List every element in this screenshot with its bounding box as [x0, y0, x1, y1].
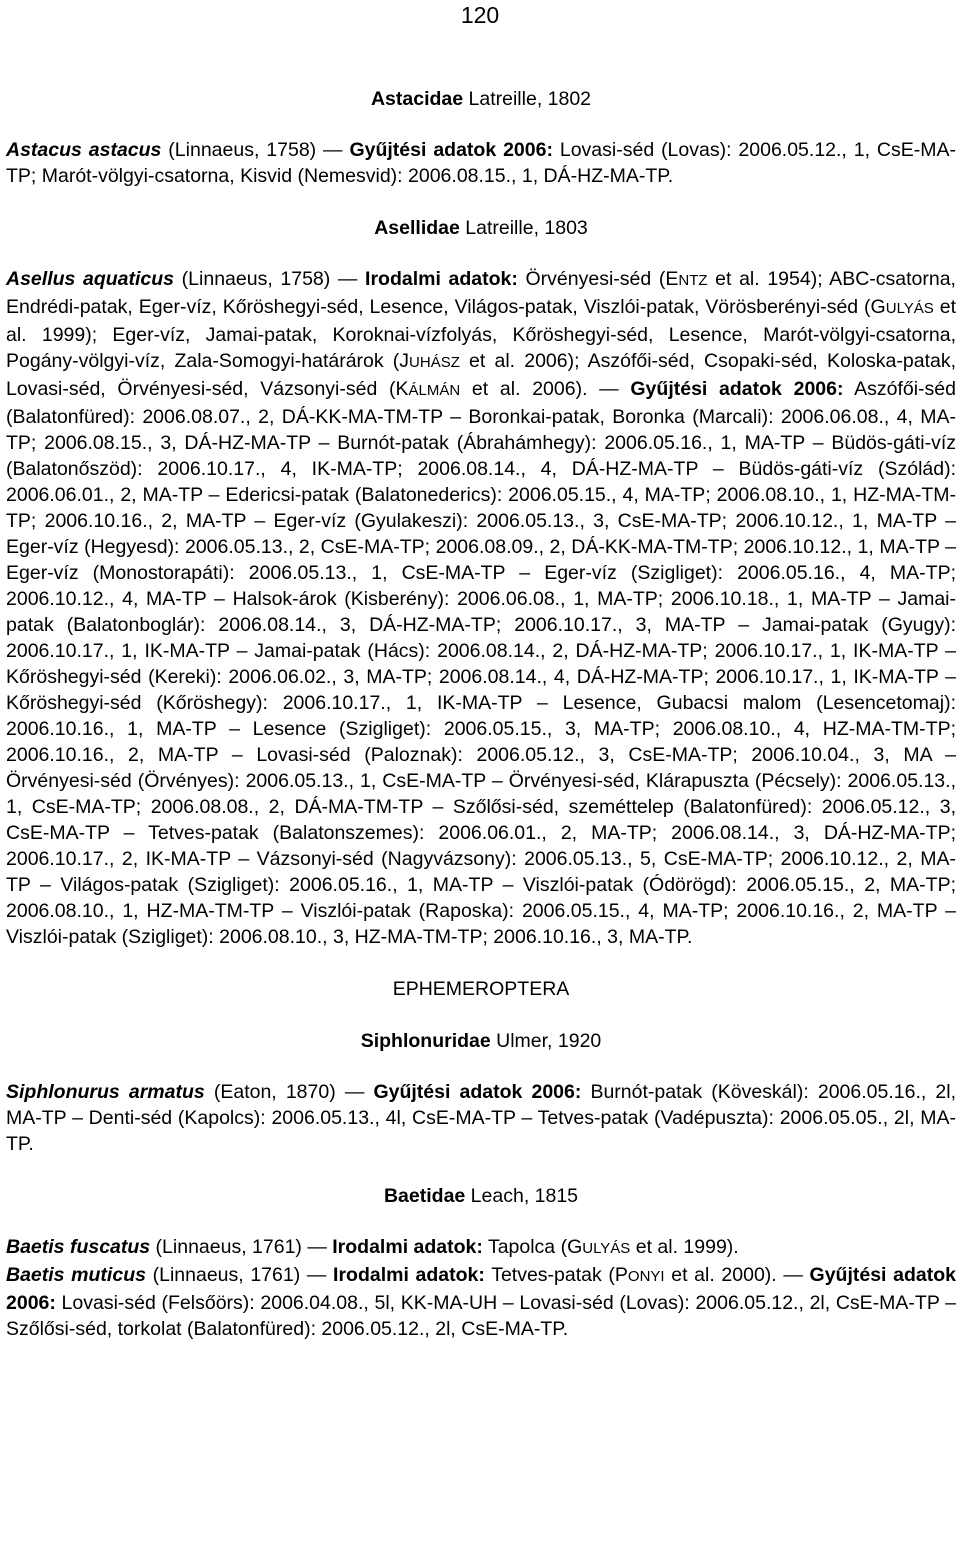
- literature-text: Tapolca (G: [482, 1236, 583, 1258]
- author-smallcaps: ÁLMÁN: [408, 382, 461, 399]
- species-entry-baetis-fuscatus: [6, 1234, 956, 1262]
- family-name: Asellidae: [374, 217, 460, 239]
- species-authority: (Linnaeus, 1758) —: [161, 139, 343, 161]
- literature-label: Irodalmi adatok:: [357, 268, 518, 290]
- family-name: Astacidae: [370, 88, 464, 110]
- collection-label: Gyűjtési adatok 2006:: [342, 139, 553, 161]
- family-heading-baetidae: [6, 1183, 956, 1209]
- collection-label: Gyűjtési adatok 2006:: [6, 1264, 956, 1314]
- species-entry-asellus-aquaticus: [6, 266, 956, 950]
- species-name: Siphlonurus armatus: [6, 1081, 205, 1103]
- collection-label: Gyűjtési adatok 2006:: [364, 1081, 582, 1103]
- family-heading-astacidae: [6, 86, 956, 112]
- species-name: Baetis fuscatus: [6, 1236, 151, 1258]
- literature-label: Irodalmi adatok:: [326, 1264, 485, 1286]
- document-body: [6, 86, 956, 1368]
- order-heading-ephemeroptera: EPHEMEROPTERA: [392, 978, 570, 1000]
- family-authority: Latreille, 1802: [463, 88, 592, 110]
- literature-text: et al. 2006); Aszófői-séd, Csopaki-séd, Koloska-patak, Lovasi-séd, Örvényesi-séd, Vázsonyi-séd (K: [6, 350, 956, 400]
- species-authority: (Linnaeus, 1758) —: [174, 268, 358, 290]
- species-name: Baetis muticus: [6, 1264, 146, 1286]
- literature-text: et al. 1954); ABC-csatorna, Endrédi-patak, Eger-víz, Kőröshegyi-séd, Lesence, Világos-patak, Viszlói-patak, Vörösberényi-séd (G: [6, 268, 956, 318]
- family-heading-siphlonuridae: [6, 1028, 956, 1054]
- literature-text: Tetves-patak (P: [484, 1264, 628, 1286]
- baetidae-species-list: [6, 1234, 956, 1342]
- family-authority: Latreille, 1803: [459, 217, 588, 239]
- family-authority: Ulmer, 1920: [490, 1030, 602, 1052]
- author-smallcaps: NTZ: [678, 272, 708, 289]
- species-authority: (Eaton, 1870) —: [204, 1081, 365, 1103]
- author-smallcaps: ULYÁS: [582, 1240, 631, 1257]
- author-smallcaps: ONYI: [627, 1268, 665, 1285]
- species-authority: (Linnaeus, 1761) —: [145, 1264, 327, 1286]
- literature-label: Irodalmi adatok:: [326, 1236, 483, 1258]
- family-name: Baetidae: [383, 1185, 466, 1207]
- species-authority: (Linnaeus, 1761) —: [150, 1236, 327, 1258]
- species-name: Astacus astacus: [6, 139, 162, 161]
- family-name: Siphlonuridae: [360, 1030, 491, 1052]
- page-number: 120: [460, 2, 500, 28]
- collection-label: Gyűjtési adatok 2006:: [618, 378, 844, 400]
- collection-text: Aszófői-séd (Balatonfüred): 2006.08.07., 2, DÁ-KK-MA-TM-TP – Boronkai-patak, Boronka (Marcali): 2006.06.08., 4, MA-TP; 2006.08.15., 3, DÁ-HZ-MA-TP – Burnót-patak (Ábrahámhegy): 2006.05.16., 1, MA-TP – Büdös-gáti-víz (Balatonőszöd): 2006.10.17., 4, IK-MA-TP; 2006.08.14., 4, DÁ-HZ-MA-TP – Büdös-gáti-víz (Szólád): 2006.06.01., 2, MA-TP – Edericsi-patak (Balatonederics): 2006.05.15., 4, MA-TP; 2006.08.10., 1, HZ-MA-TM-TP; 2006.10.16., 2, MA-TP – Eger-víz (Gyulakeszi): 2006.05.13., 3, CsE-MA-TP; 2006.10.12., 1, MA-TP – Eger-víz (Hegyesd): 2006.05.13., 2, CsE-MA-TP; 2006.08.09., 2, DÁ-KK-MA-TM-TP; 2006.10.12., 1, MA-TP – Eger-víz (Monostorapáti): 2006.05.13., 1, CsE-MA-TP – Eger-víz (Szigliget): 2006.05.16., 4, MA-TP; 2006.10.12., 4, MA-TP – Halsok-árok (Kisberény): 2006.06.08., 1, MA-TP; 2006.10.18., 1, MA-TP – Jamai-patak (Balatonboglár): 2006.08.14., 3, DÁ-HZ-MA-TP; 2006.10.17., 3, MA-TP – Jamai-patak (Gyugy): 2006.10.17., 1, IK-MA-TP – Jamai-patak (Hács): 2006.08.14., 2, DÁ-HZ-MA-TP; 2006.10.17., 1, IK-MA-TP – Kőröshegyi-séd (Kereki): 2006.06.02., 3, MA-TP; 2006.08.14., 4, DÁ-HZ-MA-TP; 2006.10.17., 1, IK-MA-TP – Kőröshegyi-séd (Kőröshegy): 2006.10.17., 1, IK-MA-TP – Lesence, Gubacsi malom (Lesencetomaj): 2006.10.16., 1, MA-TP – Lesence (Szigliget): 2006.05.15., 3, MA-TP; 2006.08.10., 4, HZ-MA-TM-TP; 2006.10.16., 2, MA-TP – Lovasi-séd (Paloznak): 2006.05.12., 3, CsE-MA-TP; 2006.10.04., 3, MA – Örvényesi-séd (Örvényes): 2006.05.13., 1, CsE-MA-TP – Örvényesi-séd, Klárapuszta (Pécsely): 2006.05.13., 1, CsE-MA-TP; 2006.08.08., 2, DÁ-MA-TM-TP – Szőlősi-séd, szeméttelep (Balatonfüred): 2006.05.12., 3, CsE-MA-TP – Tetves-patak (Balatonszemes): 2006.06.01., 2, MA-TP; 2006.08.14., 3, DÁ-HZ-MA-TP; 2006.10.17., 2, IK-MA-TP – Vázsonyi-séd (Nagyvázsony): 2006.05.13., 5, CsE-MA-TP; 2006.10.12., 2, MA-TP – Világos-patak (Szigliget): 2006.05.16., 1, MA-TP – Viszlói-patak (Ódörögd): 2006.05.15., 2, MA-TP; 2006.08.10., 1, HZ-MA-TM-TP – Viszlói-patak (Raposka): 2006.05.15., 4, MA-TP; 2006.10.16., 2, MA-TP – Viszlói-patak (Szigliget): 2006.08.10., 3, HZ-MA-TM-TP; 2006.10.16., 3, MA-TP.: [6, 378, 956, 948]
- collection-text: Lovasi-séd (Felsőörs): 2006.04.08., 5l, KK-MA-UH – Lovasi-séd (Lovas): 2006.05.12., 2l, CsE-MA-TP – Szőlősi-séd, torkolat (Balatonfüred): 2006.05.12., 2l, CsE-MA-TP.: [6, 1292, 956, 1340]
- literature-text: et al. 1999).: [630, 1236, 739, 1258]
- family-authority: Leach, 1815: [465, 1185, 579, 1207]
- literature-text: et al. 2000). —: [664, 1264, 803, 1286]
- author-smallcaps: ULYÁS: [885, 300, 934, 317]
- species-name: Asellus aquaticus: [6, 268, 175, 290]
- author-smallcaps: UHÁSZ: [409, 354, 460, 371]
- family-heading-asellidae: [6, 215, 956, 241]
- species-entry-astacus-astacus: [6, 137, 956, 189]
- literature-text: et al. 1999); Eger-víz, Jamai-patak, Koroknai-vízfolyás, Kőröshegyi-séd, Lesence, Marót-völgyi-csatorna, Pogány-völgyi-víz, Zala-Somogyi-határárok (J: [6, 296, 957, 372]
- literature-text: et al. 2006). —: [460, 378, 619, 400]
- species-entry-baetis-muticus: [6, 1262, 956, 1342]
- species-entry-siphlonurus-armatus: [6, 1079, 956, 1157]
- collection-text: Burnót-patak (Köveskál): 2006.05.16., 2l, MA-TP – Denti-séd (Kapolcs): 2006.05.13., 4l, CsE-MA-TP – Tetves-patak (Vadépuszta): 2006.05.05., 2l, MA-TP.: [6, 1081, 957, 1155]
- collection-text: Lovasi-séd (Lovas): 2006.05.12., 1, CsE-MA-TP; Marót-völgyi-csatorna, Kisvid (Nemesvid): 2006.08.15., 1, DÁ-HZ-MA-TP.: [6, 139, 956, 187]
- literature-text: Örvényesi-séd (E: [517, 268, 679, 290]
